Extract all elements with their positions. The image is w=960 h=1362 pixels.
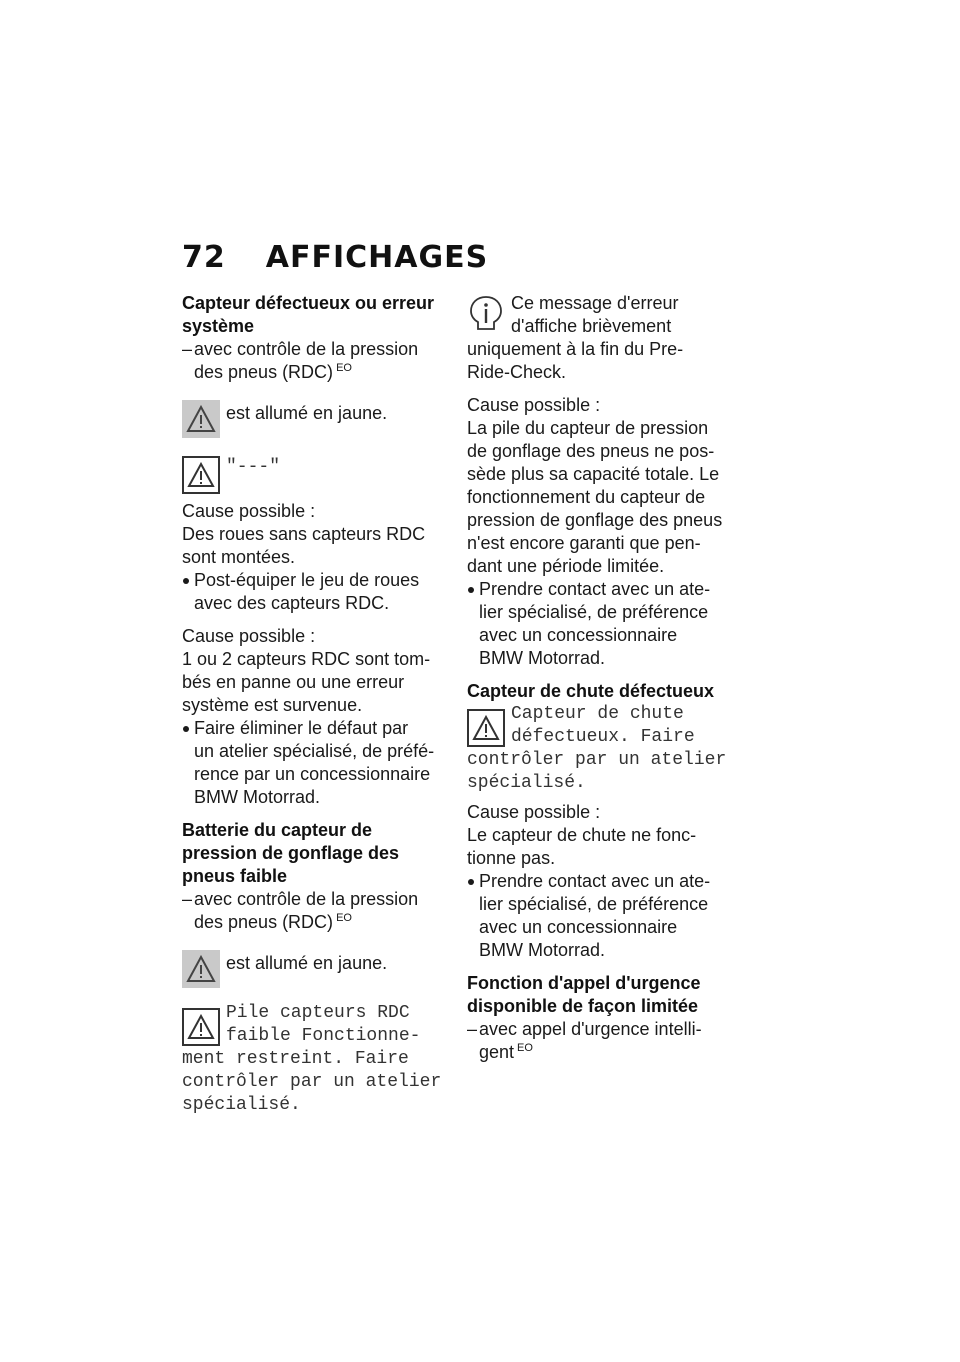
cause-label: Cause possible : — [467, 802, 601, 822]
option-superscript: EO — [336, 912, 352, 924]
fall-sensor-message — [467, 703, 739, 795]
heading-line: pneus faible — [182, 866, 288, 886]
info-line: Ride-Check. — [467, 362, 567, 382]
message-line: défectueux. Faire — [511, 727, 695, 747]
cause-line: tionne pas. — [467, 848, 556, 868]
action-line: BMW Motorrad. — [479, 648, 606, 668]
cause-line: sède plus sa capacité totale. Le — [467, 464, 720, 484]
cause-line: de gonflage des pneus ne pos- — [467, 441, 715, 461]
warning-lamp-icon — [182, 950, 220, 988]
condition-text: gent — [479, 1042, 515, 1062]
page-header — [182, 240, 488, 275]
cause-line: fonctionnement du capteur de — [467, 487, 706, 507]
action-line: lier spécialisé, de préférence — [479, 602, 709, 622]
message-line: ment restreint. Faire — [182, 1049, 409, 1069]
cause-2 — [182, 625, 452, 717]
action-line: Prendre contact avec un ate- — [479, 579, 711, 599]
heading-line: système — [182, 316, 255, 336]
message-line: contrôler par un atelier — [467, 750, 727, 770]
message-line: Pile capteurs RDC — [226, 1003, 410, 1023]
cause-line: sont montées. — [182, 547, 296, 567]
cause-line: Des roues sans capteurs RDC — [182, 524, 426, 544]
cause-label: Cause possible : — [182, 501, 316, 521]
condition-text: des pneus (RDC) — [194, 362, 334, 382]
page-number: 72 — [182, 240, 226, 275]
condition-line: – avec appel d'urgence intelli- — [479, 1019, 702, 1039]
condition-text: des pneus (RDC) — [194, 912, 334, 932]
action-line: rence par un concessionnaire — [194, 764, 431, 784]
cause-1 — [182, 500, 452, 569]
cause-line: 1 ou 2 capteurs RDC sont tom- — [182, 649, 431, 669]
info-line: uniquement à la fin du Pre- — [467, 339, 684, 359]
info-note — [467, 292, 739, 384]
lamp-status-text: est allumé en jaune. — [226, 403, 388, 423]
lamp-row-2 — [182, 950, 452, 988]
condition-line — [479, 1041, 739, 1064]
action-2 — [182, 717, 452, 809]
condition-line — [194, 361, 452, 384]
action-line: lier spécialisé, de préférence — [479, 894, 709, 914]
action-line: avec un concessionnaire — [479, 625, 678, 645]
left-column — [182, 292, 452, 1117]
lamp-status-text: est allumé en jaune. — [226, 953, 388, 973]
message-line: Capteur de chute — [511, 704, 684, 724]
info-line: d'affiche brièvement — [511, 316, 672, 336]
condition-rdc-2 — [182, 888, 452, 934]
cause-line: La pile du capteur de pression — [467, 418, 709, 438]
section-heading-emergency-call — [467, 972, 739, 1018]
action-line: Post-équiper le jeu de roues — [194, 570, 420, 590]
heading-line: pression de gonflage des — [182, 843, 400, 863]
cause-4 — [467, 801, 739, 870]
action-line: un atelier spécialisé, de préfé- — [194, 741, 435, 761]
condition-line: – avec contrôle de la pression — [194, 339, 419, 359]
battery-message — [182, 1002, 452, 1117]
action-1 — [182, 569, 452, 615]
section-heading-fall-sensor: Capteur de chute défectueux — [467, 681, 715, 701]
condition-line: – avec contrôle de la pression — [194, 889, 419, 909]
heading-line: Fonction d'appel d'urgence — [467, 973, 701, 993]
condition-emergency-call — [467, 1018, 739, 1064]
message-line: faible Fonctionne- — [226, 1026, 421, 1046]
cause-line: dant une période limitée. — [467, 556, 665, 576]
message-line: contrôler par un atelier — [182, 1072, 442, 1092]
action-line: Faire éliminer le défaut par — [194, 718, 409, 738]
chapter-title: AFFICHAGES — [265, 240, 489, 275]
option-superscript: EO — [336, 362, 352, 374]
cause-line: pression de gonflage des pneus — [467, 510, 723, 530]
info-icon — [467, 294, 505, 332]
heading-line: disponible de façon limitée — [467, 996, 699, 1016]
condition-rdc — [182, 338, 452, 384]
condition-line — [194, 911, 452, 934]
action-line: BMW Motorrad. — [194, 787, 321, 807]
action-3 — [467, 578, 739, 670]
info-line: Ce message d'erreur — [511, 293, 679, 313]
lamp-row — [182, 400, 452, 438]
action-line: avec des capteurs RDC. — [194, 593, 390, 613]
action-line: Prendre contact avec un ate- — [479, 871, 711, 891]
display-text: "---" — [226, 457, 281, 477]
warning-lamp-icon — [182, 400, 220, 438]
message-line: spécialisé. — [467, 773, 586, 793]
cause-line: n'est encore garanti que pen- — [467, 533, 701, 553]
section-heading-sensor-fault — [182, 292, 452, 338]
section-heading-battery — [182, 819, 452, 888]
warning-triangle-icon — [182, 1008, 220, 1046]
option-superscript: EO — [517, 1042, 533, 1054]
cause-label: Cause possible : — [182, 626, 316, 646]
heading-line: Capteur défectueux ou erreur — [182, 293, 435, 313]
display-row — [182, 456, 452, 494]
cause-line: Le capteur de chute ne fonc- — [467, 825, 697, 845]
heading-line: Batterie du capteur de — [182, 820, 373, 840]
action-line: avec un concessionnaire — [479, 917, 678, 937]
cause-label: Cause possible : — [467, 395, 601, 415]
action-4 — [467, 870, 739, 962]
message-line: spécialisé. — [182, 1095, 301, 1115]
right-column — [467, 292, 739, 1064]
cause-line: bés en panne ou une erreur — [182, 672, 405, 692]
cause-line: système est survenue. — [182, 695, 363, 715]
action-line: BMW Motorrad. — [479, 940, 606, 960]
warning-triangle-icon — [182, 456, 220, 494]
warning-triangle-icon — [467, 709, 505, 747]
cause-3 — [467, 394, 739, 578]
